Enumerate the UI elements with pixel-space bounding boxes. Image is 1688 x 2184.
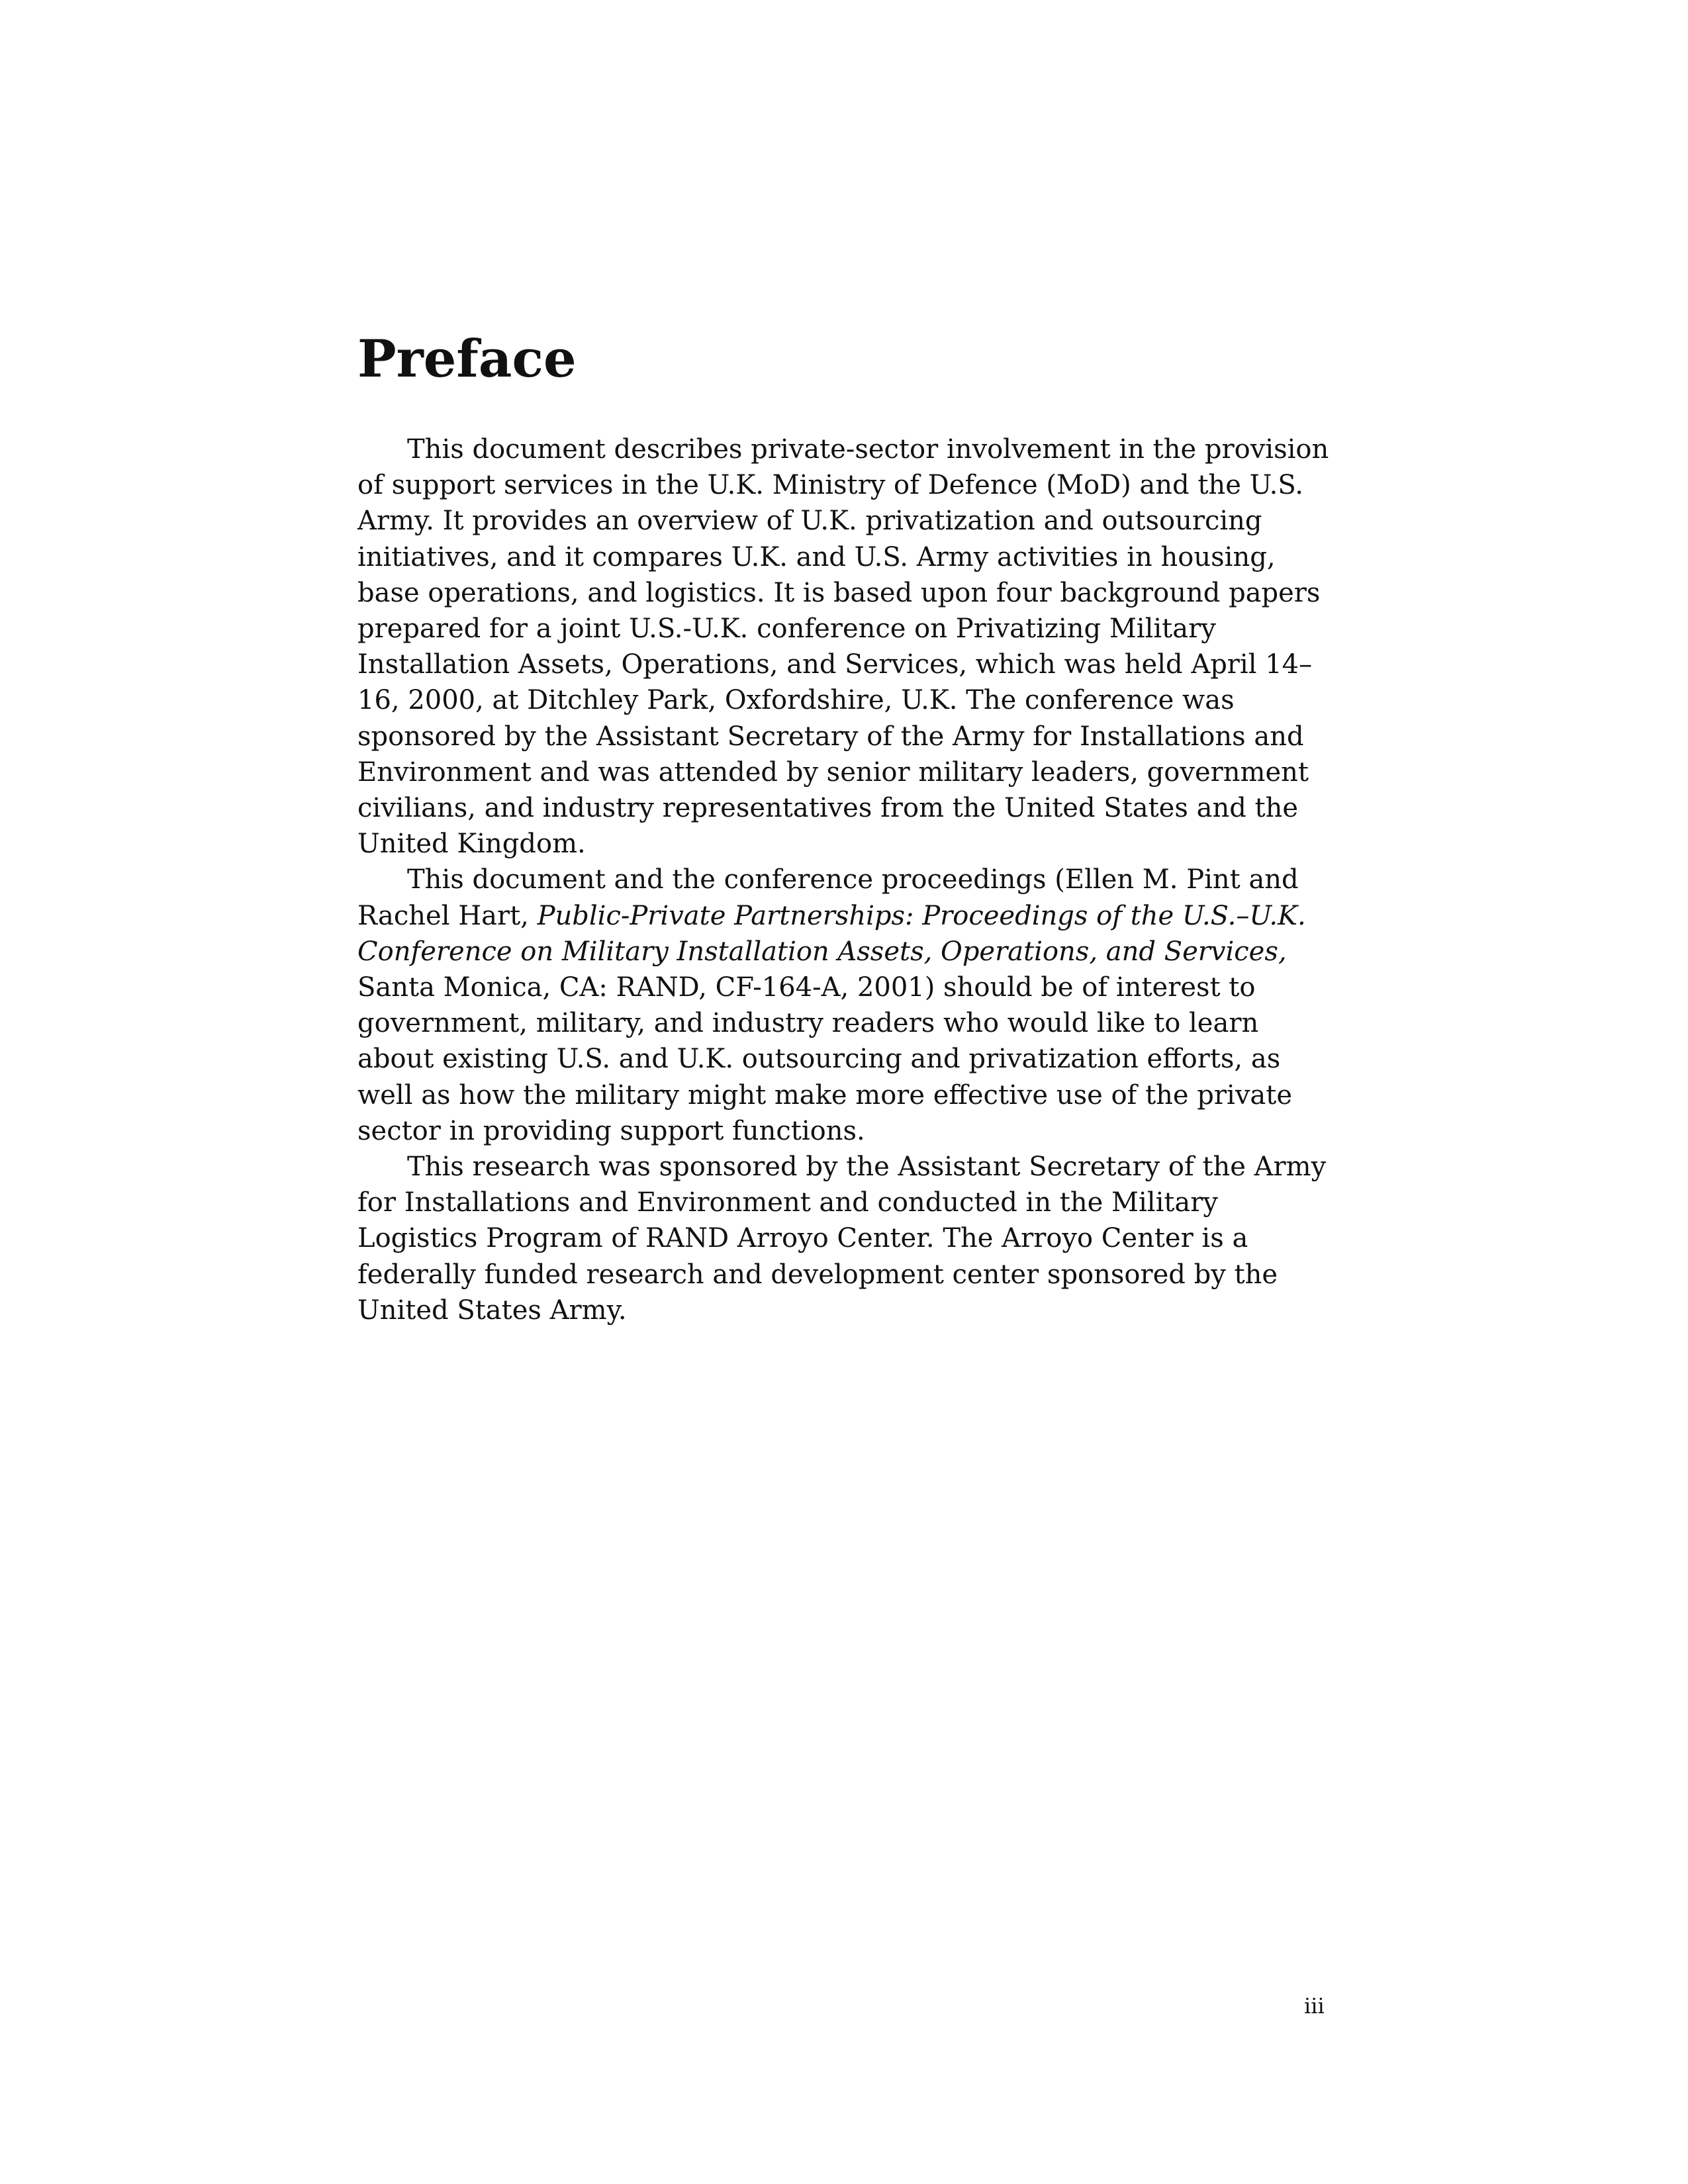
page-title: Preface (357, 329, 577, 389)
paragraph-1: This document describes private-sector involvement in the provision of support services in the U.K. Ministry of Defence (MoD) and the U.S. Army. It provides an overview of U.K. privatization and outsourcing initiatives, and it compares U.K. and U.S. Army activities in housing, base operations, and logistics. It is based upon four background papers prepared for a joint U.S.-U.K. conference on Privatizing Military Installation Assets, Operations, and Services, which was held April 14–16, 2000, at Ditchley Park, Oxfordshire, U.K. The conference was sponsored by the Assistant Secretary of the Army for Installations and Environment and was attended by senior military leaders, government civilians, and industry representatives from the United States and the United Kingdom. (357, 434, 1329, 860)
page-number: iii (1304, 1993, 1325, 2019)
preface-body (357, 432, 1331, 1328)
proceedings-title-italic: Public-Private Partnerships: Proceedings of the U.S.–U.K. Conference on Military Installation Assets, Operations, and Services, (357, 900, 1306, 967)
paragraph-2-text-before: This document and the conference proceedings (Ellen M. Pint and Rachel Hart, (357, 864, 1299, 931)
paragraph-2 (357, 862, 1331, 1149)
paragraph-3: This research was sponsored by the Assistant Secretary of the Army for Installations and Environment and conducted in the Military Logistics Program of RAND Arroyo Center. The Arroyo Center is a federally funded research and development center sponsored by the United States Army. (357, 1152, 1327, 1326)
paragraph-2-text-after: Santa Monica, CA: RAND, CF-164-A, 2001) should be of interest to government, military, and industry readers who would like to learn about existing U.S. and U.K. outsourcing and privatization efforts, as well as how the military might make more effective use of the private sector in providing support functions. (357, 972, 1293, 1146)
